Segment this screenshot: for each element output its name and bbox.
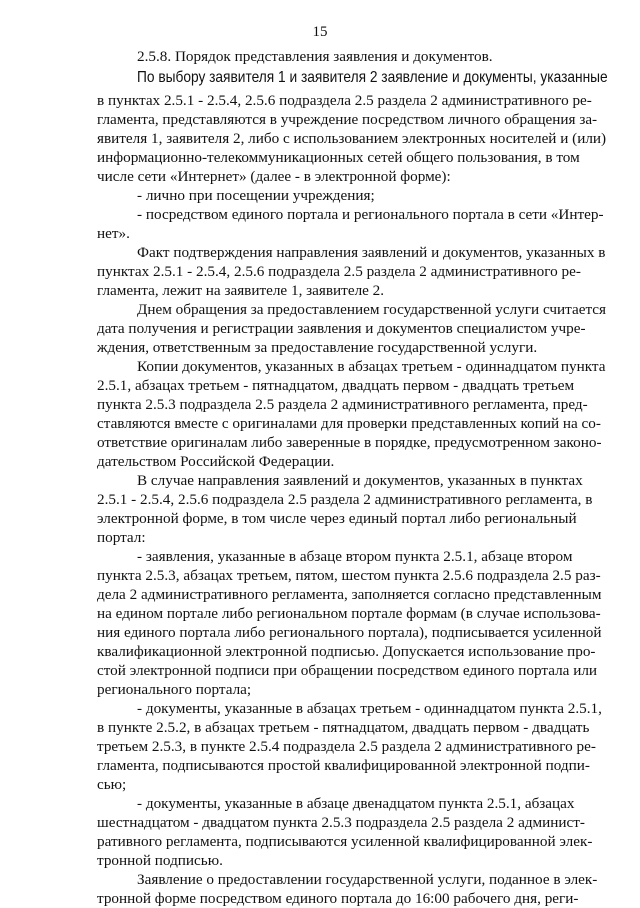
text-line: числе сети «Интернет» (далее - в электронной форме): [97,168,451,185]
text-line: дела 2 административного регламента, заполняется согласно представленным [97,586,602,603]
text-line: дательством Российской Федерации. [97,453,335,470]
text-line: на едином портале либо региональном портале формам (в случае использова- [97,605,601,622]
text-line: регионального портала; [97,681,252,698]
text-line: Днем обращения за предоставлением государственной услуги считается [137,301,607,318]
page-number: 15 [312,24,328,40]
text-line: - документы, указанные в абзацах третьем - одиннадцатом пункта 2.5.1, [137,700,602,717]
text-line: 2.5.8. Порядок представления заявления и документов. [137,48,493,65]
text-line: тронной форме посредством единого портала до 16:00 рабочего дня, реги- [97,890,579,907]
text-line: 2.5.1 - 2.5.4, 2.5.6 подраздела 2.5 раздела 2 административного регламента, в [97,491,593,508]
text-line: - лично при посещении учреждения; [137,187,375,204]
text-line: сью; [97,776,127,793]
text-line: 2.5.1, абзацах третьем - пятнадцатом, двадцать первом - двадцать третьем [97,377,575,394]
text-line: Копии документов, указанных в абзацах третьем - одиннадцатом пункта [137,358,606,375]
text-line: электронной форме, в том числе через единый портал либо региональный [97,510,577,527]
text-line: пункта 2.5.3, абзацах третьем, пятом, шестом пункта 2.5.6 подраздела 2.5 раз- [97,567,601,584]
text-line: пункта 2.5.3 подраздела 2.5 раздела 2 административного регламента, пред- [97,396,588,413]
text-line: Факт подтверждения направления заявлений и документов, указанных в [137,244,606,261]
text-line: в пунктах 2.5.1 - 2.5.4, 2.5.6 подраздела 2.5 раздела 2 административного ре- [97,92,592,109]
text-line: портал: [97,529,146,546]
text-line: По выбору заявителя 1 и заявителя 2 заявление и документы, указанные [137,69,608,86]
text-line: ждения, ответственным за предоставление государственной услуги. [97,339,538,356]
text-line: информационно-телекоммуникационных сетей общего пользования, в том [97,149,580,166]
text-line: гламента, лежит на заявителе 1, заявителе 2. [97,282,385,299]
text-line: ния единого портала либо регионального портала), подписывается усиленной [97,624,602,641]
text-line: шестнадцатом - двадцатом пункта 2.5.3 подраздела 2.5 раздела 2 админист- [97,814,585,831]
text-line: гламента, подписываются простой квалифицированной электронной подпи- [97,757,590,774]
text-line: тронной подписью. [97,852,223,869]
text-line: дата получения и регистрации заявления и документов специалистом учре- [97,320,586,337]
text-line: гламента, представляются в учреждение посредством личного обращения за- [97,111,598,128]
text-line: явителя 1, заявителя 2, либо с использованием электронных носителей и (или) [97,130,607,147]
text-line: - посредством единого портала и регионального портала в сети «Интер- [137,206,604,223]
text-line: нет». [97,225,130,242]
text-line: ративного регламента, подписываются усиленной квалифицированной элек- [97,833,593,850]
text-line: - заявления, указанные в абзаце втором пункта 2.5.1, абзаце втором [137,548,573,565]
text-line: квалификационной электронной подписью. Допускается использование про- [97,643,596,660]
text-line: ответствие оригиналам либо заверенные в порядке, предусмотренном законо- [97,434,602,451]
text-line: стой электронной подписи при обращении посредством единого портала или [97,662,598,679]
text-line: третьем 2.5.3, в пункте 2.5.4 подраздела 2.5 раздела 2 административного ре- [97,738,596,755]
text-line: ставляются вместе с оригиналами для проверки представленных копий на со- [97,415,601,432]
text-line: в пункте 2.5.2, в абзацах третьем - пятнадцатом, двадцать первом - двадцать [97,719,590,736]
text-line: - документы, указанные в абзаце двенадцатом пункта 2.5.1, абзацах [137,795,575,812]
text-line: пунктах 2.5.1 - 2.5.4, 2.5.6 подраздела 2.5 раздела 2 административного ре- [97,263,581,280]
text-line: Заявление о предоставлении государственной услуги, поданное в элек- [137,871,598,888]
text-line: В случае направления заявлений и документов, указанных в пунктах [137,472,583,489]
